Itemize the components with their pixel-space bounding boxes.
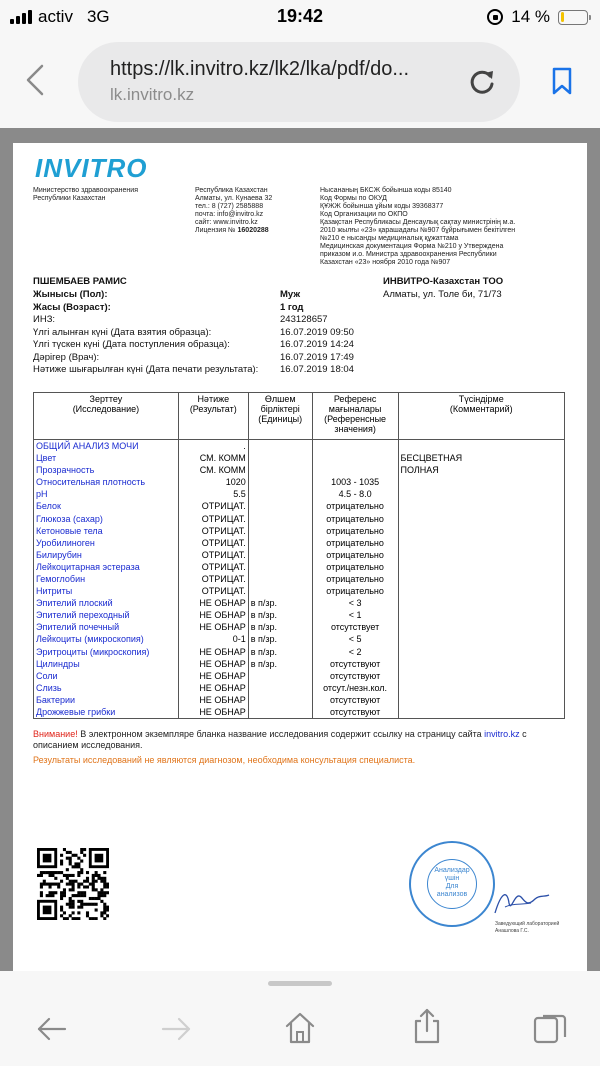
column-header: Референс мағыналары (Референсные значения) [312,393,398,440]
form-codes: Нысананың БКСЖ бойынша коды 85140 Код Формы по ОКУД ҚҰЖЖ бойынша ұйым коды 39368377 Код Организации по ОКПО Қазақстан Республикасы Денсаулық сақтау министрінің м.а. 2010 жылғы «23» қарашадағы №907 бұйрығымен бекітілген №210 е нысанды медициналық құжаттама Медицинская документация Форма №210 у Утверждена приказом и.о. Министра здравоохранения Республики Казахстан «23» ноября 2010 года №907 [320,187,516,266]
rotation-lock-icon [487,9,503,25]
cell-result: ОТРИЦАТ. [178,549,248,561]
cell-ref: < 2 [312,646,398,658]
status-bar [0,0,600,36]
forward-arrow-icon[interactable] [160,1015,192,1043]
status-right [487,7,588,27]
table-row [34,452,565,464]
cell-name[interactable]: Эритроциты (микроскопия) [34,646,179,658]
cell-comment [398,549,564,561]
cell-ref [312,452,398,464]
cell-unit: в п/зр. [248,621,312,633]
table-row [34,537,565,549]
cell-comment [398,621,564,633]
invitro-link[interactable]: invitro.kz [484,729,520,739]
attention-label: Внимание! [33,729,78,739]
cell-unit [248,537,312,549]
patient-field-label: Жасы (Возраст): [33,301,111,313]
qr-code [37,848,109,920]
cell-name[interactable]: Соли [34,670,179,682]
cell-name[interactable]: Бактерии [34,694,179,706]
cell-result: . [178,440,248,453]
patient-field-label: Үлгі түскен күні (Дата поступления образца): [33,339,230,350]
cell-name[interactable]: ОБЩИЙ АНАЛИЗ МОЧИ [34,440,179,453]
table-row [34,561,565,573]
table-row [34,633,565,645]
signer-name: Заведующий лабораторией Анашлова Г.С. [495,921,560,934]
lab-address: Алматы, ул. Толе би, 71/73 [383,289,502,300]
home-icon[interactable] [284,1011,316,1045]
cell-result: НЕ ОБНАР [178,646,248,658]
cell-result: ОТРИЦАТ. [178,525,248,537]
table-row [34,694,565,706]
cell-name[interactable]: Прозрачность [34,464,179,476]
cell-name[interactable]: Относительная плотность [34,476,179,488]
table-row [34,512,565,524]
cell-ref: 4.5 - 8.0 [312,488,398,500]
column-header: Өлшем бірліктері (Единицы) [248,393,312,440]
patient-field-value: 1 год [280,301,304,313]
patient-name: ПШЕМБАЕВ РАМИС [33,276,127,287]
cell-ref: отрицательно [312,537,398,549]
address-bar[interactable] [78,42,520,122]
cell-unit [248,500,312,512]
attention-text: В электронном экземпляре бланка название исследования содержит ссылку на страницу сайта [77,729,485,739]
table-row [34,706,565,719]
reload-icon[interactable] [468,68,496,96]
cell-result: НЕ ОБНАР [178,621,248,633]
back-icon[interactable] [22,60,52,100]
cell-ref: < 3 [312,597,398,609]
cell-comment: ПОЛНАЯ [398,464,564,476]
cell-result: 0-1 [178,633,248,645]
cell-ref: отрицательно [312,561,398,573]
url-domain: lk.invitro.kz [110,85,195,104]
cell-result: НЕ ОБНАР [178,670,248,682]
cell-result: ОТРИЦАТ. [178,585,248,597]
drag-handle[interactable] [268,981,332,986]
ministry-text: Министерство здравоохранения Республики Казахстан [33,187,138,202]
cell-name[interactable]: Цилиндры [34,658,179,670]
cell-name[interactable]: Эпителий плоский [34,597,179,609]
cell-ref: отрицательно [312,585,398,597]
cell-result: ОТРИЦАТ. [178,500,248,512]
patient-field-label: Дәрігер (Врач): [33,351,100,363]
table-row [34,500,565,512]
cell-ref: отрицательно [312,500,398,512]
disclaimer: Результаты исследований не являются диагнозом, необходима консультация специалиста. [33,755,416,765]
cell-comment [398,500,564,512]
cell-unit [248,476,312,488]
table-row [34,585,565,597]
cell-comment [398,658,564,670]
cell-comment [398,440,564,453]
cell-comment [398,706,564,719]
patient-field-label: ИНЗ: [33,314,56,325]
table-row [34,464,565,476]
cell-name[interactable]: Глюкоза (сахар) [34,512,179,524]
cell-result: НЕ ОБНАР [178,597,248,609]
cell-result: ОТРИЦАТ. [178,561,248,573]
tabs-icon[interactable] [532,1013,568,1045]
cell-comment [398,512,564,524]
cell-ref: отсутствуют [312,706,398,719]
cell-ref: отрицательно [312,512,398,524]
table-row [34,525,565,537]
table-row [34,646,565,658]
patient-field-label: Үлгі алынған күні (Дата взятия образца): [33,326,212,338]
share-icon[interactable] [412,1007,442,1045]
table-body [34,440,565,719]
battery-percent: 14 % [511,7,550,26]
cell-unit [248,670,312,682]
table-row [34,621,565,633]
cell-name[interactable]: Дрожжевые грибки [34,706,179,719]
cell-comment [398,646,564,658]
cell-result: НЕ ОБНАР [178,706,248,719]
cell-ref: отсутствует [312,621,398,633]
patient-field-label: Жынысы (Пол): [33,289,108,300]
cell-comment [398,633,564,645]
cell-comment [398,525,564,537]
patient-field-value: Муж [280,289,301,300]
cell-comment [398,537,564,549]
cell-result: НЕ ОБНАР [178,609,248,621]
cell-comment [398,682,564,694]
column-header: Түсіндірме (Комментарий) [398,393,564,440]
carrier-name: activ [38,7,73,26]
cell-comment [398,670,564,682]
cell-unit [248,488,312,500]
browser-toolbar [0,36,600,128]
cell-ref: отсутствуют [312,694,398,706]
table-row [34,609,565,621]
cell-ref [312,464,398,476]
cell-unit: в п/зр. [248,646,312,658]
cell-result: ОТРИЦАТ. [178,512,248,524]
cell-name[interactable]: Лейкоцитарная эстераза [34,561,179,573]
cell-unit [248,694,312,706]
browser-bottom-bar [0,971,600,1066]
cell-name[interactable]: Эпителий почечный [34,621,179,633]
cell-comment [398,573,564,585]
patient-field-value: 16.07.2019 18:04 [280,364,354,375]
attention-text-end: с описанием исследования. [33,729,527,750]
patient-field-value: 243128657 [280,314,328,325]
battery-icon [558,10,588,25]
cell-comment [398,694,564,706]
cell-name[interactable]: pH [34,488,179,500]
cell-result: 5.5 [178,488,248,500]
pdf-document [13,143,587,971]
patient-field-label: Нәтиже шығарылған күні (Дата печати результата): [33,364,259,375]
signature [491,883,551,919]
cell-result: НЕ ОБНАР [178,682,248,694]
org-address-lines: Республика Казахстан Алматы, ул. Кунаева 32 тел.: 8 (727) 2585888 почта: info@invitro.kz сайт: www.invitro.kz [195,187,273,226]
back-arrow-icon[interactable] [36,1015,68,1043]
cell-ref: отсут./незн.кол. [312,682,398,694]
cell-comment [398,597,564,609]
table-header [34,393,565,440]
clock: 19:42 [276,6,324,26]
cell-name[interactable]: Гемоглобин [34,573,179,585]
cell-result: ОТРИЦАТ. [178,537,248,549]
license-number: 16020288 [237,227,269,234]
cell-name[interactable]: Нитриты [34,585,179,597]
cell-unit [248,585,312,597]
cell-ref: отрицательно [312,573,398,585]
cell-unit [248,464,312,476]
cell-comment [398,561,564,573]
cell-comment [398,476,564,488]
table-row [34,658,565,670]
cell-result: СМ. КОММ [178,452,248,464]
table-row [34,682,565,694]
url-text: https://lk.invitro.kz/lk2/lka/pdf/do... [110,58,410,80]
stamp-text: Анализдар үшін Для анализов [434,867,470,898]
cell-result: 1020 [178,476,248,488]
cell-unit: в п/зр. [248,633,312,645]
cell-name[interactable]: Уробилиноген [34,537,179,549]
cell-unit [248,561,312,573]
cell-result: НЕ ОБНАР [178,658,248,670]
table-row [34,549,565,561]
cell-unit: в п/зр. [248,609,312,621]
cell-name[interactable]: Эпителий переходный [34,609,179,621]
org-address [195,187,272,235]
table-row [34,597,565,609]
invitro-logo: INVITRO [35,153,148,183]
cell-name[interactable]: Кетоновые тела [34,525,179,537]
cell-unit [248,452,312,464]
network-type: 3G [86,7,110,26]
attention-note [33,729,573,751]
column-header: Нәтиже (Результат) [178,393,248,440]
cell-unit [248,682,312,694]
table-row [34,440,565,453]
bookmark-icon[interactable] [550,66,574,96]
lab-name: ИНВИТРО-Казахстан ТОО [383,276,504,287]
cell-name[interactable]: Лейкоциты (микроскопия) [34,633,179,645]
table-row [34,488,565,500]
cell-unit [248,573,312,585]
cell-name[interactable]: Билирубин [34,549,179,561]
cell-comment: БЕСЦВЕТНАЯ [398,452,564,464]
cell-name[interactable]: Слизь [34,682,179,694]
cell-comment [398,609,564,621]
cell-unit [248,525,312,537]
cell-ref: < 5 [312,633,398,645]
cell-result: СМ. КОММ [178,464,248,476]
cell-ref: < 1 [312,609,398,621]
patient-field-value: 16.07.2019 17:49 [280,351,354,363]
patient-field-value: 16.07.2019 09:50 [280,326,354,338]
cell-name[interactable]: Цвет [34,452,179,464]
cell-ref [312,440,398,453]
cell-ref: 1003 - 1035 [312,476,398,488]
cell-result: ОТРИЦАТ. [178,573,248,585]
cell-unit [248,512,312,524]
cell-comment [398,488,564,500]
table-row [34,573,565,585]
cell-ref: отсутствуют [312,658,398,670]
cell-unit [248,706,312,719]
cell-ref: отрицательно [312,549,398,561]
cell-unit [248,549,312,561]
cell-ref: отрицательно [312,525,398,537]
cell-unit [248,440,312,453]
cell-result: НЕ ОБНАР [178,694,248,706]
cell-unit: в п/зр. [248,658,312,670]
cell-unit: в п/зр. [248,597,312,609]
patient-field-value: 16.07.2019 14:24 [280,339,354,350]
cell-comment [398,585,564,597]
license-label: Лицензия № [195,227,236,234]
cell-ref: отсутствуют [312,670,398,682]
table-row [34,670,565,682]
results-table [33,392,565,719]
cell-name[interactable]: Белок [34,500,179,512]
column-header: Зерттеу (Исследование) [34,393,179,440]
table-row [34,476,565,488]
lab-stamp [409,841,495,927]
